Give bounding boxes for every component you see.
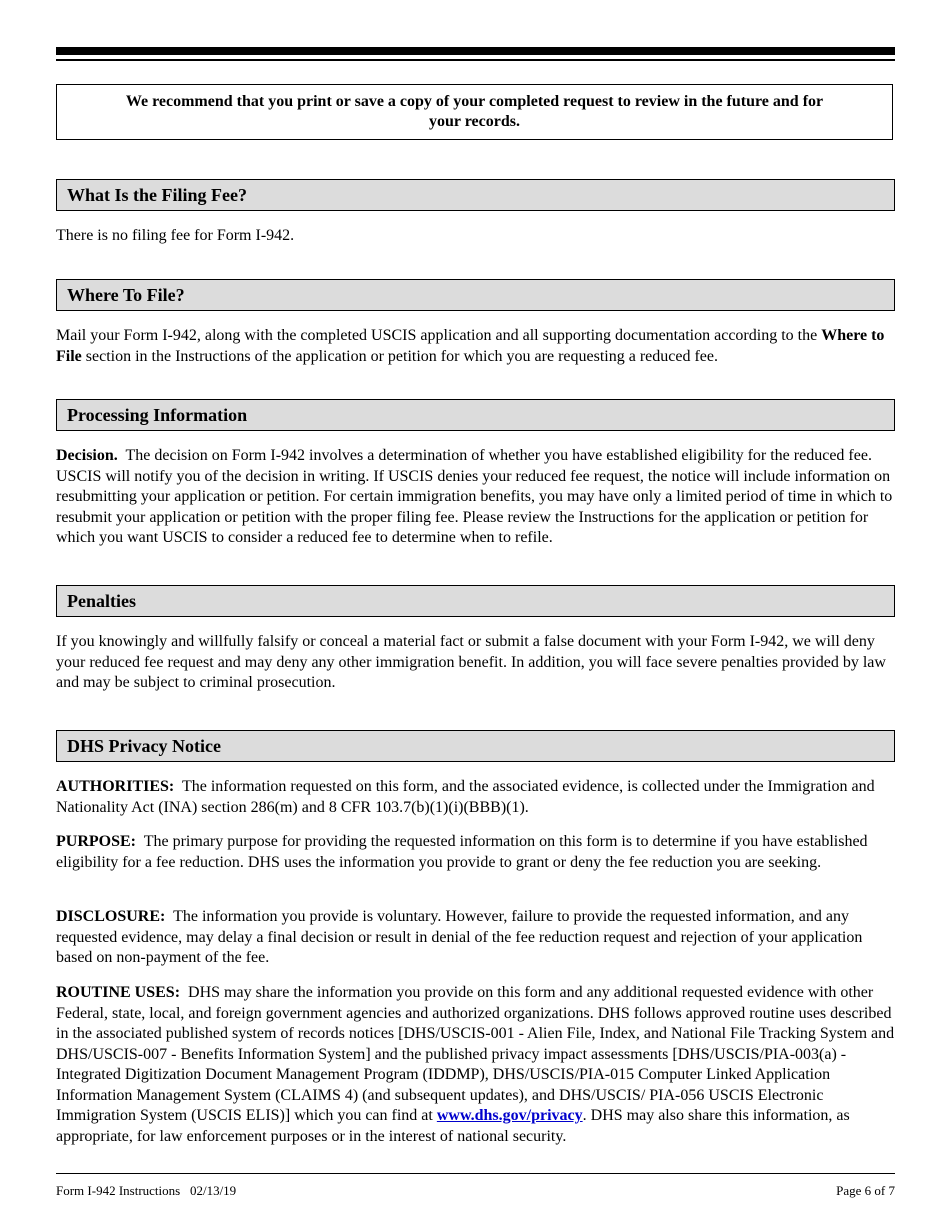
header-rule-thin	[56, 59, 895, 61]
section-heading-where-to-file: Where To File?	[56, 279, 895, 311]
section-heading-penalties: Penalties	[56, 585, 895, 617]
print-notice-text: We recommend that you print or save a copy of your completed request to review in the future and for your records.	[125, 93, 824, 130]
decision-label: Decision.	[56, 447, 118, 464]
routine-uses-text: ROUTINE USES: DHS may share the information you provide on this form and any additional requested evidence with other Federal, state, local, and foreign government agencies and authorized organizations. DHS follows approved routine uses described in the associated published system of records notices [DHS/USCIS-001 - Alien File, Index, and National File Tracking System and DHS/USCIS-007 - Benefits Information System] and the published privacy impact assessments [DHS/USCIS/PIA-003(a) - Integrated Digitization Document Management Program (IDDMP), DHS/USCIS/PIA-015 Computer Linked Application Information Management System (CLAIMS 4) (and subsequent updates), and DHS/USCIS/ PIA-056 USCIS Electronic Immigration System (USCIS ELIS)] which you can find at www.dhs.gov/privacy. DHS may also share this information, as appropriate, for law enforcement purposes or in the interest of national security.	[56, 984, 895, 1145]
section-heading-processing: Processing Information	[56, 399, 895, 431]
footer-rule	[56, 1173, 895, 1174]
processing-text: Decision. The decision on Form I-942 involves a determination of whether you have established eligibility for the reduced fee. USCIS will notify you of the decision in writing. If USCIS denies your reduced fee request, the notice will include information on resubmitting your application or petition. For certain immigration benefits, you may have only a limited period of time in which to resubmit your application or petition with the proper filing fee. Please review the Instructions for the application or petition for which you want USCIS to consider a reduced fee to determine when to refile.	[56, 447, 893, 546]
section-heading-filing-fee: What Is the Filing Fee?	[56, 179, 895, 211]
disclosure-label: DISCLOSURE:	[56, 908, 166, 925]
authorities-label: AUTHORITIES:	[56, 778, 175, 795]
footer-form-id: Form I-942 Instructions 02/13/19	[56, 1183, 237, 1198]
filing-fee-text: There is no filing fee for Form I-942.	[56, 227, 295, 244]
footer-page-number: Page 6 of 7	[836, 1183, 895, 1198]
dhs-privacy-link[interactable]: www.dhs.gov/privacy	[436, 1107, 583, 1124]
penalties-text: If you knowingly and willfully falsify or conceal a material fact or submit a false document with your Form I-942, we will deny your reduced fee request and may deny any other immigration benefit. In addition, you will face severe penalties provided by law and may be subject to criminal prosecution.	[56, 633, 886, 691]
print-notice-box	[56, 84, 893, 140]
disclosure-text: DISCLOSURE: The information you provide is voluntary. However, failure to provide the requested information, and any requested evidence, may delay a final decision or result in denial of the fee reduction request and rejection of your application based on non-payment of the fee.	[56, 908, 863, 966]
purpose-text: PURPOSE: The primary purpose for providing the requested information on this form is to determine if you have established eligibility for a fee reduction. DHS uses the information you provide to grant or deny the fee reduction you are seeking.	[56, 833, 868, 871]
purpose-label: PURPOSE:	[56, 833, 136, 850]
where-to-file-bold: Where to File	[56, 327, 885, 365]
section-heading-privacy: DHS Privacy Notice	[56, 730, 895, 762]
where-to-file-text: Mail your Form I-942, along with the completed USCIS application and all supporting documentation according to the Where to File section in the Instructions of the application or petition for which you are requesting a reduced fee.	[56, 327, 885, 365]
authorities-text: AUTHORITIES: The information requested on this form, and the associated evidence, is collected under the Immigration and Nationality Act (INA) section 286(m) and 8 CFR 103.7(b)(1)(i)(BBB)(1).	[56, 778, 875, 816]
header-rule-thick	[56, 47, 895, 55]
routine-uses-label: ROUTINE USES:	[56, 984, 181, 1001]
